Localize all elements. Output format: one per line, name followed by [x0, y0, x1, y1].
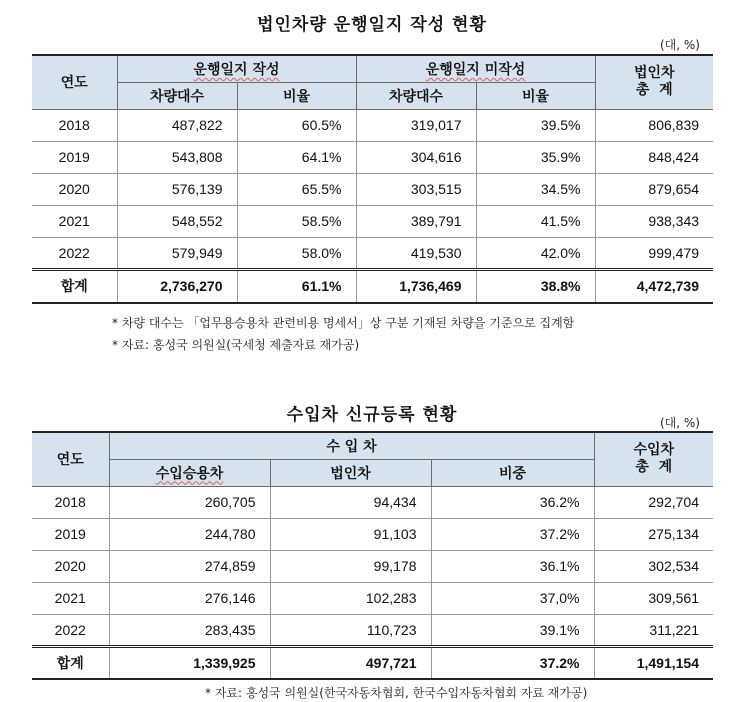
cell-corporate: 94,434 [270, 486, 431, 518]
header-imported-cars: 수 입 차 [109, 432, 594, 459]
table-row [32, 237, 713, 269]
table1-title: 법인차량 운행일지 작성 현황 [257, 15, 487, 35]
cell-written-ratio: 58.5% [237, 205, 356, 237]
cell-unwritten-count: 304,616 [356, 141, 476, 173]
cell-total-label: 합계 [32, 646, 109, 679]
cell-unwritten-count: 319,017 [356, 109, 476, 141]
header-written-ratio: 비율 [237, 82, 356, 109]
cell-total: 848,424 [595, 141, 713, 173]
header-year: 연도 [32, 55, 117, 109]
table-row [32, 614, 713, 646]
cell-written-ratio: 65.5% [237, 173, 356, 205]
cell-import-passenger: 283,435 [109, 614, 270, 646]
cell-year: 2021 [32, 205, 117, 237]
cell-share: 37,0% [431, 582, 594, 614]
cell-unwritten-count: 389,791 [356, 205, 476, 237]
table1-note-source: * 자료: 홍성국 의원실(국세청 제출자료 재가공) [112, 338, 360, 352]
cell-total: 806,839 [595, 109, 713, 141]
header-unwritten-ratio: 비율 [476, 82, 595, 109]
cell-total: 4,472,739 [595, 269, 713, 303]
cell-year: 2019 [32, 518, 109, 550]
cell-year: 2022 [32, 237, 117, 269]
table-row [32, 141, 713, 173]
cell-share: 36.1% [431, 550, 594, 582]
cell-written-count: 548,552 [117, 205, 237, 237]
cell-import-passenger: 1,339,925 [109, 646, 270, 679]
cell-written-ratio: 60.5% [237, 109, 356, 141]
cell-total: 879,654 [595, 173, 713, 205]
cell-share: 39.1% [431, 614, 594, 646]
cell-import-passenger: 276,146 [109, 582, 270, 614]
cell-total: 292,704 [594, 486, 713, 518]
cell-year: 2020 [32, 173, 117, 205]
cell-total: 309,561 [594, 582, 713, 614]
cell-written-count: 579,949 [117, 237, 237, 269]
cell-total: 311,221 [594, 614, 713, 646]
table2-body [32, 486, 713, 679]
cell-total: 938,343 [595, 205, 713, 237]
table-row [32, 109, 713, 141]
table1-vehicle-log [32, 54, 713, 304]
cell-unwritten-ratio: 42.0% [476, 237, 595, 269]
header-corporate-total: 법인차 총 계 [595, 55, 713, 109]
cell-corporate: 99,178 [270, 550, 431, 582]
cell-import-passenger: 260,705 [109, 486, 270, 518]
cell-written-count: 487,822 [117, 109, 237, 141]
table1-note-basis: * 차량 대수는 「업무용승용차 관련비용 명세서」상 구분 기재된 차량을 기준으로 집계함 [112, 316, 575, 330]
cell-unwritten-count: 303,515 [356, 173, 476, 205]
header-written-vehicles: 차량대수 [117, 82, 237, 109]
table-row [32, 518, 713, 550]
cell-written-ratio: 61.1% [237, 269, 356, 303]
table-row [32, 550, 713, 582]
cell-corporate: 102,283 [270, 582, 431, 614]
table-total-row [32, 269, 713, 303]
cell-year: 2018 [32, 109, 117, 141]
cell-import-passenger: 274,859 [109, 550, 270, 582]
table2-imported-cars [32, 431, 713, 680]
cell-unwritten-ratio: 39.5% [476, 109, 595, 141]
table-row [32, 173, 713, 205]
cell-unwritten-count: 419,530 [356, 237, 476, 269]
cell-year: 2022 [32, 614, 109, 646]
cell-total: 275,134 [594, 518, 713, 550]
table-total-row [32, 646, 713, 679]
table1-body [32, 109, 713, 303]
header-corporate: 법인차 [270, 459, 431, 486]
cell-year: 2018 [32, 486, 109, 518]
table2-title: 수입차 신규등록 현황 [286, 405, 458, 425]
cell-total: 1,491,154 [594, 646, 713, 679]
table-row [32, 205, 713, 237]
cell-year: 2019 [32, 141, 117, 173]
header-share: 비중 [431, 459, 594, 486]
cell-import-passenger: 244,780 [109, 518, 270, 550]
cell-total: 999,479 [595, 237, 713, 269]
header-unwritten-vehicles: 차량대수 [356, 82, 476, 109]
cell-unwritten-ratio: 34.5% [476, 173, 595, 205]
cell-written-count: 576,139 [117, 173, 237, 205]
table1-unit: (대, %) [660, 38, 700, 52]
cell-share: 36.2% [431, 486, 594, 518]
header-year: 연도 [32, 432, 109, 486]
cell-written-ratio: 58.0% [237, 237, 356, 269]
cell-share: 37.2% [431, 518, 594, 550]
cell-written-ratio: 64.1% [237, 141, 356, 173]
cell-year: 2021 [32, 582, 109, 614]
cell-year: 2020 [32, 550, 109, 582]
table2-note-source: * 자료: 홍성국 의원실(한국자동차협회, 한국수입자동차협회 자료 재가공) [205, 686, 588, 700]
table-row [32, 582, 713, 614]
cell-corporate: 497,721 [270, 646, 431, 679]
header-import-total: 수입차 총 계 [594, 432, 713, 486]
cell-total: 302,534 [594, 550, 713, 582]
cell-share: 37.2% [431, 646, 594, 679]
cell-unwritten-count: 1,736,469 [356, 269, 476, 303]
header-import-passenger: 수입승용차 [109, 459, 270, 486]
cell-corporate: 110,723 [270, 614, 431, 646]
cell-unwritten-ratio: 35.9% [476, 141, 595, 173]
table2-unit: (대, %) [660, 416, 700, 430]
header-log-written: 운행일지 작성 [117, 55, 356, 82]
cell-written-count: 543,808 [117, 141, 237, 173]
table-row [32, 486, 713, 518]
header-log-unwritten: 운행일지 미작성 [356, 55, 595, 82]
cell-unwritten-ratio: 38.8% [476, 269, 595, 303]
cell-total-label: 합계 [32, 269, 117, 303]
cell-corporate: 91,103 [270, 518, 431, 550]
cell-written-count: 2,736,270 [117, 269, 237, 303]
cell-unwritten-ratio: 41.5% [476, 205, 595, 237]
